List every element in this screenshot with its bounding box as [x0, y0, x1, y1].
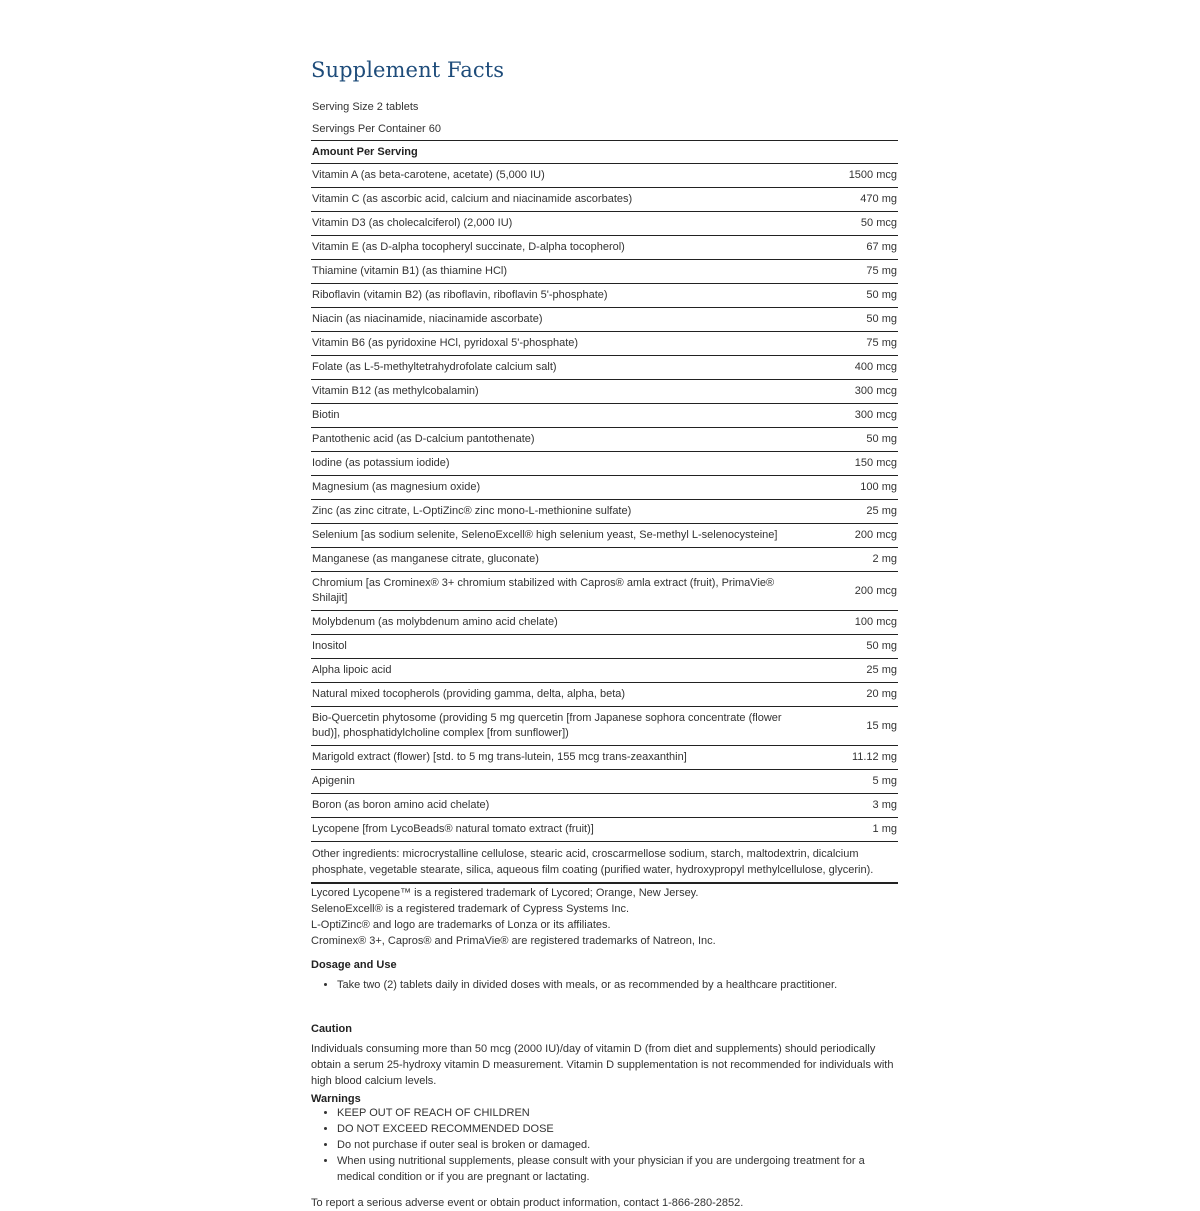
- table-row: [311, 707, 898, 746]
- table-row: [311, 380, 898, 404]
- list-item: • DO NOT EXCEED RECOMMENDED DOSE: [337, 1121, 898, 1137]
- warnings-list: [311, 1105, 898, 1185]
- nutrient-amount: 2 mg: [792, 548, 898, 572]
- nutrient-amount: 50 mg: [792, 428, 898, 452]
- nutrient-amount: 50 mcg: [792, 212, 898, 236]
- nutrient-name: Riboflavin (vitamin B2) (as riboflavin, riboflavin 5'-phosphate): [311, 284, 792, 308]
- nutrient-amount: 75 mg: [792, 332, 898, 356]
- nutrient-name: Biotin: [311, 404, 792, 428]
- table-row: [311, 236, 898, 260]
- list-item: • When using nutritional supplements, please consult with your physician if you are undergoing treatment for a medical condition or if you are pregnant or lactating.: [337, 1153, 898, 1185]
- trademark-notices: [311, 884, 898, 949]
- nutrient-amount: 50 mg: [792, 284, 898, 308]
- table-row: [311, 524, 898, 548]
- nutrient-amount: 1 mg: [792, 818, 898, 842]
- table-row: [311, 500, 898, 524]
- other-ingredients: Other ingredients: microcrystalline cellulose, stearic acid, croscarmellose sodium, starch, maltodextrin, dicalcium phosphate, vegetable stearate, silica, aqueous film coating (purified water, hydroxypropyl methylcellulose, glycerin).: [311, 842, 898, 884]
- nutrient-name: Vitamin B12 (as methylcobalamin): [311, 380, 792, 404]
- nutrient-amount: 400 mcg: [792, 356, 898, 380]
- table-row: [311, 188, 898, 212]
- nutrient-amount: 300 mcg: [792, 380, 898, 404]
- nutrient-name: Magnesium (as magnesium oxide): [311, 476, 792, 500]
- nutrient-amount: 200 mcg: [792, 572, 898, 611]
- nutrient-name: Lycopene [from LycoBeads® natural tomato extract (fruit)]: [311, 818, 792, 842]
- table-row: [311, 308, 898, 332]
- nutrient-amount: 50 mg: [792, 308, 898, 332]
- table-row: [311, 428, 898, 452]
- table-row: [311, 659, 898, 683]
- table-row: [311, 404, 898, 428]
- page-title: Supplement Facts: [311, 58, 505, 82]
- nutrient-name: Marigold extract (flower) [std. to 5 mg trans-lutein, 155 mcg trans-zeaxanthin]: [311, 746, 792, 770]
- table-row: [311, 746, 898, 770]
- nutrient-name: Iodine (as potassium iodide): [311, 452, 792, 476]
- trademark-line: L-OptiZinc® and logo are trademarks of Lonza or its affiliates.: [311, 919, 611, 931]
- nutrient-amount: 3 mg: [792, 794, 898, 818]
- table-row: [311, 452, 898, 476]
- nutrient-amount: 20 mg: [792, 683, 898, 707]
- nutrient-amount: 300 mcg: [792, 404, 898, 428]
- nutrient-name: Vitamin D3 (as cholecalciferol) (2,000 IU): [311, 212, 792, 236]
- table-row: [311, 332, 898, 356]
- table-row: [311, 794, 898, 818]
- nutrient-amount: 150 mcg: [792, 452, 898, 476]
- table-row: [311, 548, 898, 572]
- table-row: [311, 284, 898, 308]
- nutrient-table-body: [311, 164, 898, 842]
- trademark-line: Lycored Lycopene™ is a registered trademark of Lycored; Orange, New Jersey.: [311, 887, 699, 899]
- nutrient-name: Manganese (as manganese citrate, gluconate): [311, 548, 792, 572]
- trademark-line: SelenoExcell® is a registered trademark of Cypress Systems Inc.: [311, 903, 630, 915]
- table-row: [311, 611, 898, 635]
- nutrient-name: Natural mixed tocopherols (providing gamma, delta, alpha, beta): [311, 683, 792, 707]
- trademark-line: Crominex® 3+, Capros® and PrimaVie® are registered trademarks of Natreon, Inc.: [311, 935, 716, 947]
- table-row: [311, 212, 898, 236]
- nutrient-name: Boron (as boron amino acid chelate): [311, 794, 792, 818]
- table-row: [311, 635, 898, 659]
- nutrient-amount: 5 mg: [792, 770, 898, 794]
- table-row: [311, 260, 898, 284]
- nutrient-name: Pantothenic acid (as D-calcium pantothenate): [311, 428, 792, 452]
- nutrient-amount: 470 mg: [792, 188, 898, 212]
- dosage-list: [311, 977, 898, 993]
- list-item: • Do not purchase if outer seal is broken or damaged.: [337, 1137, 898, 1153]
- warnings-heading: Warnings: [311, 1093, 361, 1105]
- nutrient-amount: 100 mg: [792, 476, 898, 500]
- table-row: [311, 476, 898, 500]
- nutrient-name: Molybdenum (as molybdenum amino acid chelate): [311, 611, 792, 635]
- nutrient-name: Vitamin A (as beta-carotene, acetate) (5,000 IU): [311, 164, 792, 188]
- dosage-heading: Dosage and Use: [311, 959, 397, 971]
- table-row: [311, 683, 898, 707]
- supplement-facts-panel: [311, 58, 898, 1211]
- nutrient-amount: 100 mcg: [792, 611, 898, 635]
- nutrient-name: Vitamin C (as ascorbic acid, calcium and niacinamide ascorbates): [311, 188, 792, 212]
- table-row: [311, 356, 898, 380]
- nutrient-amount: 67 mg: [792, 236, 898, 260]
- nutrient-amount: 50 mg: [792, 635, 898, 659]
- report-contact: To report a serious adverse event or obtain product information, contact 1-866-280-2852.: [311, 1197, 744, 1209]
- nutrient-amount: 75 mg: [792, 260, 898, 284]
- list-item: • Take two (2) tablets daily in divided doses with meals, or as recommended by a healthcare practitioner.: [337, 977, 898, 993]
- nutrient-amount: 25 mg: [792, 659, 898, 683]
- nutrient-name: Bio-Quercetin phytosome (providing 5 mg quercetin [from Japanese sophora concentrate (flower bud)], phosphatidylcholine complex [from sunflower]): [311, 707, 792, 746]
- amount-per-serving-header: Amount Per Serving: [311, 141, 898, 164]
- list-item: • KEEP OUT OF REACH OF CHILDREN: [337, 1105, 898, 1121]
- nutrient-name: Chromium [as Crominex® 3+ chromium stabilized with Capros® amla extract (fruit), PrimaVie® Shilajit]: [311, 572, 792, 611]
- nutrient-name: Folate (as L-5-methyltetrahydrofolate calcium salt): [311, 356, 792, 380]
- servings-per-container: Servings Per Container 60: [311, 118, 898, 141]
- caution-text: Individuals consuming more than 50 mcg (2000 IU)/day of vitamin D (from diet and supplements) should periodically obtain a serum 25-hydroxy vitamin D measurement. Vitamin D supplementation is not recommended for individuals with high blood calcium levels.: [311, 1043, 894, 1087]
- nutrient-name: Niacin (as niacinamide, niacinamide ascorbate): [311, 308, 792, 332]
- nutrient-name: Vitamin E (as D-alpha tocopheryl succinate, D-alpha tocopherol): [311, 236, 792, 260]
- caution-heading: Caution: [311, 1023, 352, 1035]
- nutrient-amount: 25 mg: [792, 500, 898, 524]
- nutrient-name: Apigenin: [311, 770, 792, 794]
- nutrient-name: Vitamin B6 (as pyridoxine HCl, pyridoxal 5'-phosphate): [311, 332, 792, 356]
- nutrient-name: Thiamine (vitamin B1) (as thiamine HCl): [311, 260, 792, 284]
- table-row: [311, 770, 898, 794]
- nutrient-name: Alpha lipoic acid: [311, 659, 792, 683]
- nutrient-table: [311, 164, 898, 842]
- table-row: [311, 572, 898, 611]
- table-row: [311, 164, 898, 188]
- table-row: [311, 818, 898, 842]
- nutrient-name: Selenium [as sodium selenite, SelenoExcell® high selenium yeast, Se-methyl L-selenocysteine]: [311, 524, 792, 548]
- nutrient-amount: 200 mcg: [792, 524, 898, 548]
- nutrient-amount: 11.12 mg: [792, 746, 898, 770]
- nutrient-amount: 15 mg: [792, 707, 898, 746]
- nutrient-name: Inositol: [311, 635, 792, 659]
- nutrient-name: Zinc (as zinc citrate, L-OptiZinc® zinc mono-L-methionine sulfate): [311, 500, 792, 524]
- nutrient-amount: 1500 mcg: [792, 164, 898, 188]
- serving-size: Serving Size 2 tablets: [312, 101, 419, 113]
